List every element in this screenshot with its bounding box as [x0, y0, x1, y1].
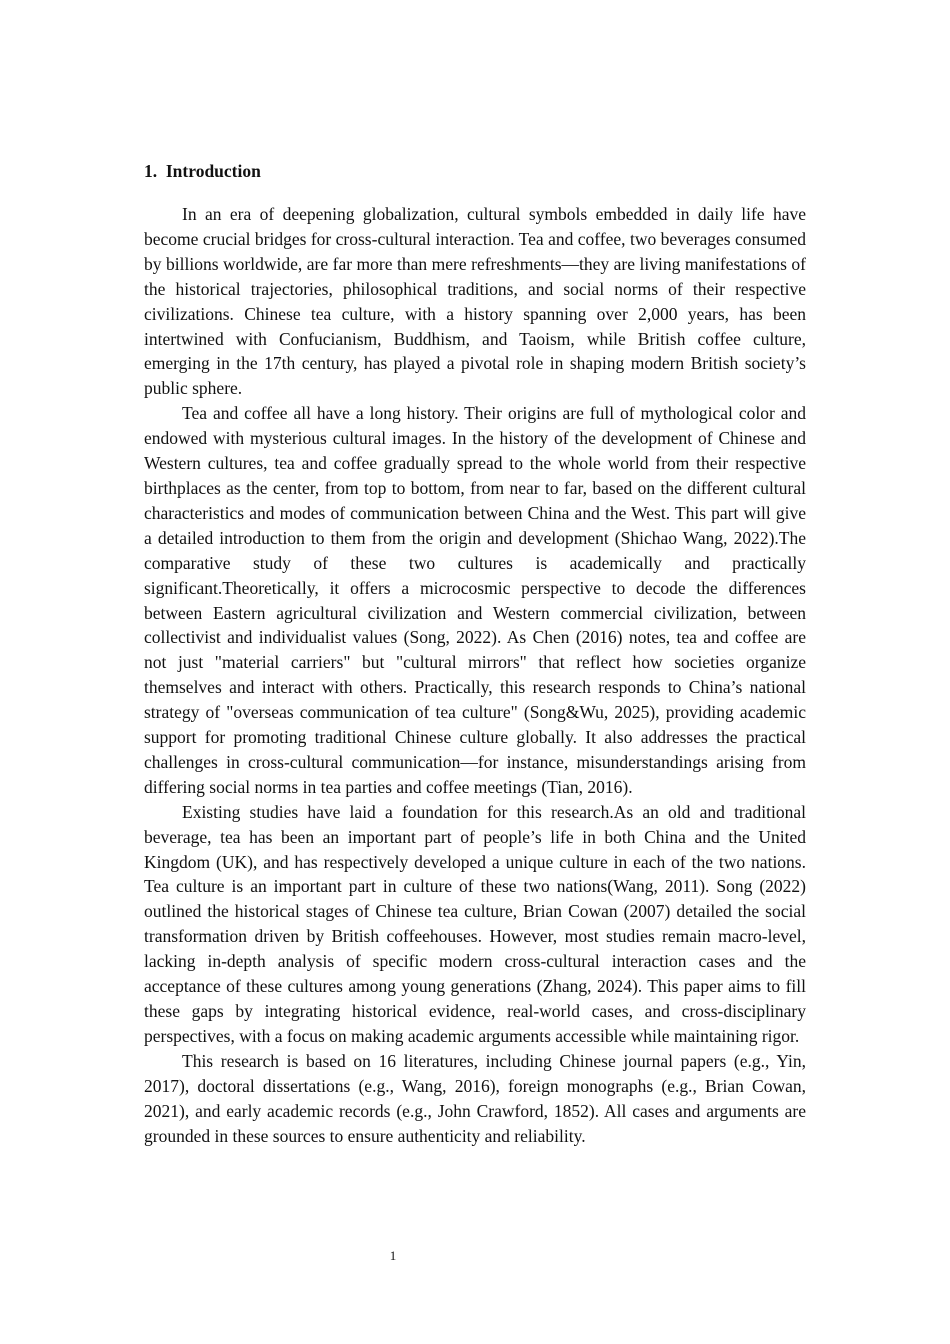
paragraph-3: Existing studies have laid a foundation for this research.As an old and traditional beverage, tea has been an important part of people’s life in both China and the United Kingdom (UK), and has respectively developed a unique culture in each of the two nations. Tea culture is an important part in culture of these two nations(Wang, 2011). Song (2022) outlined the historical stages of Chinese tea culture, Brian Cowan (2007) detailed the social transformation driven by British coffeehouses. However, most studies remain macro-level, lacking in-depth analysis of specific modern cross-cultural interaction cases and the acceptance of these cultures among young generations (Zhang, 2024). This paper aims to fill these gaps by integrating historical evidence, real-world cases, and cross-disciplinary perspectives, with a focus on making academic arguments accessible while maintaining rigor. — [144, 801, 806, 1046]
section-heading: 1. Introduction — [144, 161, 261, 181]
page-number: 1 — [389, 1248, 397, 1263]
paragraph-1: In an era of deepening globalization, cultural symbols embedded in daily life have become crucial bridges for cross-cultural interaction. Tea and coffee, two beverages consumed by billions worldwide, are far more than mere refreshments—they are living manifestations of the historical trajectories, philosophical traditions, and social norms of their respective civilizations. Chinese tea culture, with a history spanning over 2,000 years, has been intertwined with Confucianism, Buddhism, and Taoism, while British coffee culture, emerging in the 17th century, has played a pivotal role in shaping modern British society’s public sphere. — [144, 204, 806, 399]
paragraph-2: Tea and coffee all have a long history. Their origins are full of mythological color and endowed with mysterious cultural images. In the history of the development of Chinese and Western cultures, tea and coffee gradually spread to the whole world from their respective birthplaces as the center, from top to bottom, from near to far, based on the different cultural characteristics and modes of communication between China and the West. This part will give a detailed introduction to them from the origin and development (Shichao Wang, 2022).The comparative study of these two cultures is academically and practically significant.Theoretically, it offers a microcosmic perspective to decode the differences between Eastern agricultural civilization and Western commercial civilization, between collectivist and individualist values (Song, 2022). As Chen (2016) notes, tea and coffee are not just "material carriers" but "cultural mirrors" that reflect how societies organize themselves and interact with others. Practically, this research responds to China’s national strategy of "overseas communication of tea culture" (Song&Wu, 2025), providing academic support for promoting traditional Chinese culture globally. It also addresses the practical challenges in cross-cultural communication—for instance, misunderstandings arising from differing social norms in tea parties and coffee meetings (Tian, 2016). — [144, 403, 806, 797]
paragraph-4: This research is based on 16 literatures, including Chinese journal papers (e.g., Yin, 2017), doctoral dissertations (e.g., Wang, 2016), foreign monographs (e.g., Brian Cowan, 2021), and early academic records (e.g., John Crawford, 1852). All cases and arguments are grounded in these sources to ensure authenticity and reliability. — [144, 1050, 806, 1146]
page-body — [144, 158, 806, 1148]
